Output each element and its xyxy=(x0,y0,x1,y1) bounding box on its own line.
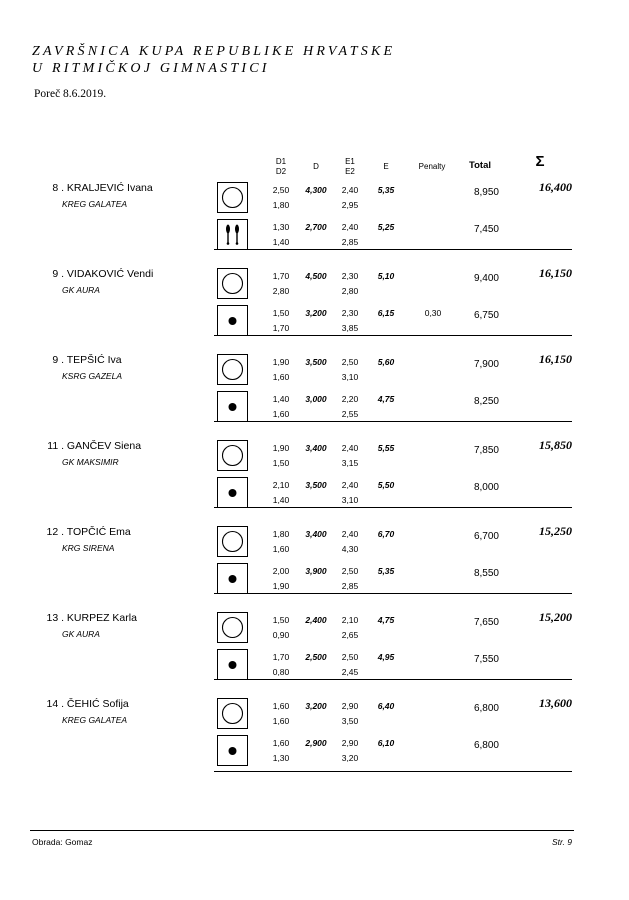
athlete-club: KREG GALATEA xyxy=(62,715,128,725)
d2-score: 1,60 xyxy=(272,716,290,726)
e-score: 5,35 xyxy=(377,185,395,195)
e1-score: 2,50 xyxy=(341,566,359,576)
routine-total: 9,400 xyxy=(473,273,499,284)
routine-row xyxy=(0,612,629,650)
e-score: 6,15 xyxy=(377,308,395,318)
d-score: 3,500 xyxy=(305,357,327,367)
d1-score: 1,80 xyxy=(272,529,290,539)
d-score: 3,200 xyxy=(305,308,327,318)
d2-score: 1,80 xyxy=(272,200,290,210)
grand-total: 16,400 xyxy=(539,180,572,194)
d-score: 4,300 xyxy=(305,185,327,195)
e2-score: 4,30 xyxy=(341,544,359,554)
e-score: 5,55 xyxy=(377,443,395,453)
e1-score: 2,30 xyxy=(341,308,359,318)
grand-total: 13,600 xyxy=(539,696,572,710)
footer-page-number: Str. 9 xyxy=(552,837,572,847)
header-d1-d2: D1 D2 xyxy=(275,157,287,176)
athlete-entry xyxy=(0,354,629,438)
d2-score: 1,30 xyxy=(272,753,290,763)
e-score: 4,95 xyxy=(377,652,395,662)
e2-score: 2,85 xyxy=(341,581,359,591)
d1-score: 1,90 xyxy=(272,357,290,367)
athlete-full-name: TOPČIĆ Ema xyxy=(66,526,131,538)
e2-score: 2,45 xyxy=(341,667,359,677)
d1-score: 2,50 xyxy=(272,185,290,195)
apparatus-box xyxy=(217,563,248,594)
athlete-rank: 9 . xyxy=(52,268,64,280)
d-score: 3,200 xyxy=(305,701,327,711)
routine-row xyxy=(0,268,629,306)
apparatus-box xyxy=(217,354,248,385)
routine-row xyxy=(0,182,629,220)
d2-score: 1,70 xyxy=(272,323,290,333)
routine-row xyxy=(0,305,629,343)
routine-total: 8,000 xyxy=(473,482,499,493)
e-score: 4,75 xyxy=(377,394,395,404)
e1-score: 2,90 xyxy=(341,738,359,748)
e-score: 5,10 xyxy=(377,271,395,281)
e1-score: 2,20 xyxy=(341,394,359,404)
apparatus-box xyxy=(217,219,248,250)
e2-score: 3,10 xyxy=(341,495,359,505)
e2-score: 3,20 xyxy=(341,753,359,763)
e2-score: 3,10 xyxy=(341,372,359,382)
routine-total: 8,550 xyxy=(473,568,499,579)
athlete-rank: 13 . xyxy=(46,612,64,624)
routine-total: 7,450 xyxy=(473,224,499,235)
apparatus-box xyxy=(217,649,248,680)
e-score: 6,40 xyxy=(377,701,395,711)
place-date: Poreč 8.6.2019. xyxy=(34,88,107,100)
e2-score: 2,65 xyxy=(341,630,359,640)
routine-row xyxy=(0,735,629,773)
d-score: 3,400 xyxy=(305,443,327,453)
routine-total: 7,550 xyxy=(473,654,499,665)
e2-score: 2,55 xyxy=(341,409,359,419)
d2-score: 1,40 xyxy=(272,495,290,505)
penalty-score: 0,30 xyxy=(424,308,442,318)
header-d: D xyxy=(313,162,319,171)
athlete-separator xyxy=(214,507,572,508)
e-score: 5,35 xyxy=(377,566,395,576)
d2-score: 1,60 xyxy=(272,409,290,419)
e2-score: 3,50 xyxy=(341,716,359,726)
athlete-separator xyxy=(214,421,572,422)
e-score: 6,10 xyxy=(377,738,395,748)
routine-total: 7,850 xyxy=(473,445,499,456)
athlete-entry xyxy=(0,612,629,696)
athlete-full-name: TEPŠIĆ Iva xyxy=(66,354,122,366)
d-score: 3,000 xyxy=(305,394,327,404)
e1-score: 2,40 xyxy=(341,222,359,232)
grand-total: 16,150 xyxy=(539,266,572,280)
d2-score: 2,80 xyxy=(272,286,290,296)
athlete-rank: 8 . xyxy=(52,182,64,194)
athlete-entry xyxy=(0,526,629,610)
d2-score: 1,60 xyxy=(272,372,290,382)
d1-score: 1,30 xyxy=(272,222,290,232)
grand-total: 15,200 xyxy=(539,610,572,624)
table-end-line xyxy=(214,771,572,772)
e1-score: 2,30 xyxy=(341,271,359,281)
header-penalty: Penalty xyxy=(418,162,446,171)
apparatus-box xyxy=(217,391,248,422)
athlete-rank: 11 . xyxy=(47,440,64,452)
e2-score: 2,95 xyxy=(341,200,359,210)
routine-total: 8,950 xyxy=(473,187,499,198)
d1-score: 1,40 xyxy=(272,394,290,404)
athlete-rank: 9 . xyxy=(52,354,64,366)
athlete-full-name: GANČEV Siena xyxy=(66,440,142,452)
d-score: 2,900 xyxy=(305,738,327,748)
athlete-entry xyxy=(0,440,629,524)
e1-score: 2,90 xyxy=(341,701,359,711)
routine-total: 8,250 xyxy=(473,396,499,407)
e1-score: 2,50 xyxy=(341,652,359,662)
athlete-club: KREG GALATEA xyxy=(62,199,128,209)
footer-processed-by: Obrada: Gomaz xyxy=(32,837,93,847)
routine-row xyxy=(0,354,629,392)
routine-total: 6,800 xyxy=(473,740,499,751)
apparatus-box xyxy=(217,182,248,213)
athlete-entry xyxy=(0,268,629,352)
apparatus-box xyxy=(217,526,248,557)
athlete-full-name: VIDAKOVIĆ Vendi xyxy=(66,268,154,280)
athlete-club: GK MAKSIMIR xyxy=(62,457,119,467)
d-score: 2,500 xyxy=(305,652,327,662)
routine-row xyxy=(0,477,629,515)
athlete-separator xyxy=(214,335,572,336)
e-score: 5,25 xyxy=(377,222,395,232)
grand-total: 16,150 xyxy=(539,352,572,366)
grand-total: 15,850 xyxy=(539,438,572,452)
athlete-separator xyxy=(214,593,572,594)
routine-total: 6,750 xyxy=(473,310,499,321)
d1-score: 1,60 xyxy=(272,701,290,711)
athlete-separator xyxy=(214,249,572,250)
e1-score: 2,40 xyxy=(341,185,359,195)
apparatus-box xyxy=(217,440,248,471)
athlete-rank: 12 . xyxy=(46,526,64,538)
routine-row xyxy=(0,649,629,687)
athlete-separator xyxy=(214,679,572,680)
routine-row xyxy=(0,219,629,257)
routine-total: 6,800 xyxy=(473,703,499,714)
e1-score: 2,10 xyxy=(341,615,359,625)
d-score: 3,400 xyxy=(305,529,327,539)
footer-line xyxy=(30,830,574,831)
e-score: 4,75 xyxy=(377,615,395,625)
d-score: 2,700 xyxy=(305,222,327,232)
athlete-full-name: KURPEZ Karla xyxy=(66,612,137,624)
athlete-club: GK AURA xyxy=(62,629,100,639)
d2-score: 1,40 xyxy=(272,237,290,247)
routine-row xyxy=(0,698,629,736)
d1-score: 1,60 xyxy=(272,738,290,748)
athlete-rank: 14 . xyxy=(46,698,64,710)
d-score: 4,500 xyxy=(305,271,327,281)
d1-score: 1,70 xyxy=(272,271,290,281)
d1-score: 1,50 xyxy=(272,308,290,318)
routine-total: 6,700 xyxy=(473,531,499,542)
e2-score: 3,15 xyxy=(341,458,359,468)
header-sigma: Σ xyxy=(535,153,545,170)
apparatus-box xyxy=(217,477,248,508)
e1-score: 2,40 xyxy=(341,443,359,453)
routine-row xyxy=(0,526,629,564)
athlete-full-name: ČEHIĆ Sofija xyxy=(66,698,129,710)
title-line-2: U RITMIČKOJ GIMNASTICI xyxy=(32,61,270,76)
d2-score: 0,90 xyxy=(272,630,290,640)
d1-score: 1,70 xyxy=(272,652,290,662)
d-score: 3,900 xyxy=(305,566,327,576)
d2-score: 1,60 xyxy=(272,544,290,554)
d1-score: 2,00 xyxy=(272,566,290,576)
d2-score: 1,90 xyxy=(272,581,290,591)
d1-score: 2,10 xyxy=(272,480,290,490)
athlete-entry xyxy=(0,698,629,782)
athlete-entry xyxy=(0,182,629,266)
athlete-club: GK AURA xyxy=(62,285,100,295)
e-score: 5,60 xyxy=(377,357,395,367)
apparatus-box xyxy=(217,698,248,729)
e2-score: 3,85 xyxy=(341,323,359,333)
routine-total: 7,650 xyxy=(473,617,499,628)
athlete-full-name: KRALJEVIĆ Ivana xyxy=(66,182,153,194)
apparatus-box xyxy=(217,268,248,299)
d2-score: 0,80 xyxy=(272,667,290,677)
athlete-club: KRG SIRENA xyxy=(62,543,115,553)
athlete-club: KSRG GAZELA xyxy=(62,371,122,381)
e2-score: 2,80 xyxy=(341,286,359,296)
routine-total: 7,900 xyxy=(473,359,499,370)
e-score: 6,70 xyxy=(377,529,395,539)
routine-row xyxy=(0,391,629,429)
e1-score: 2,50 xyxy=(341,357,359,367)
routine-row xyxy=(0,440,629,478)
d2-score: 1,50 xyxy=(272,458,290,468)
apparatus-box xyxy=(217,305,248,336)
routine-row xyxy=(0,563,629,601)
header-total: Total xyxy=(469,160,491,171)
e1-score: 2,40 xyxy=(341,480,359,490)
e-score: 5,50 xyxy=(377,480,395,490)
title-line-1: ZAVRŠNICA KUPA REPUBLIKE HRVATSKE xyxy=(32,44,396,59)
header-e: E xyxy=(383,162,389,171)
d-score: 2,400 xyxy=(305,615,327,625)
e1-score: 2,40 xyxy=(341,529,359,539)
apparatus-box xyxy=(217,735,248,766)
d-score: 3,500 xyxy=(305,480,327,490)
e2-score: 2,85 xyxy=(341,237,359,247)
grand-total: 15,250 xyxy=(539,524,572,538)
d1-score: 1,90 xyxy=(272,443,290,453)
header-e1-e2: E1 E2 xyxy=(345,157,355,176)
d1-score: 1,50 xyxy=(272,615,290,625)
apparatus-box xyxy=(217,612,248,643)
